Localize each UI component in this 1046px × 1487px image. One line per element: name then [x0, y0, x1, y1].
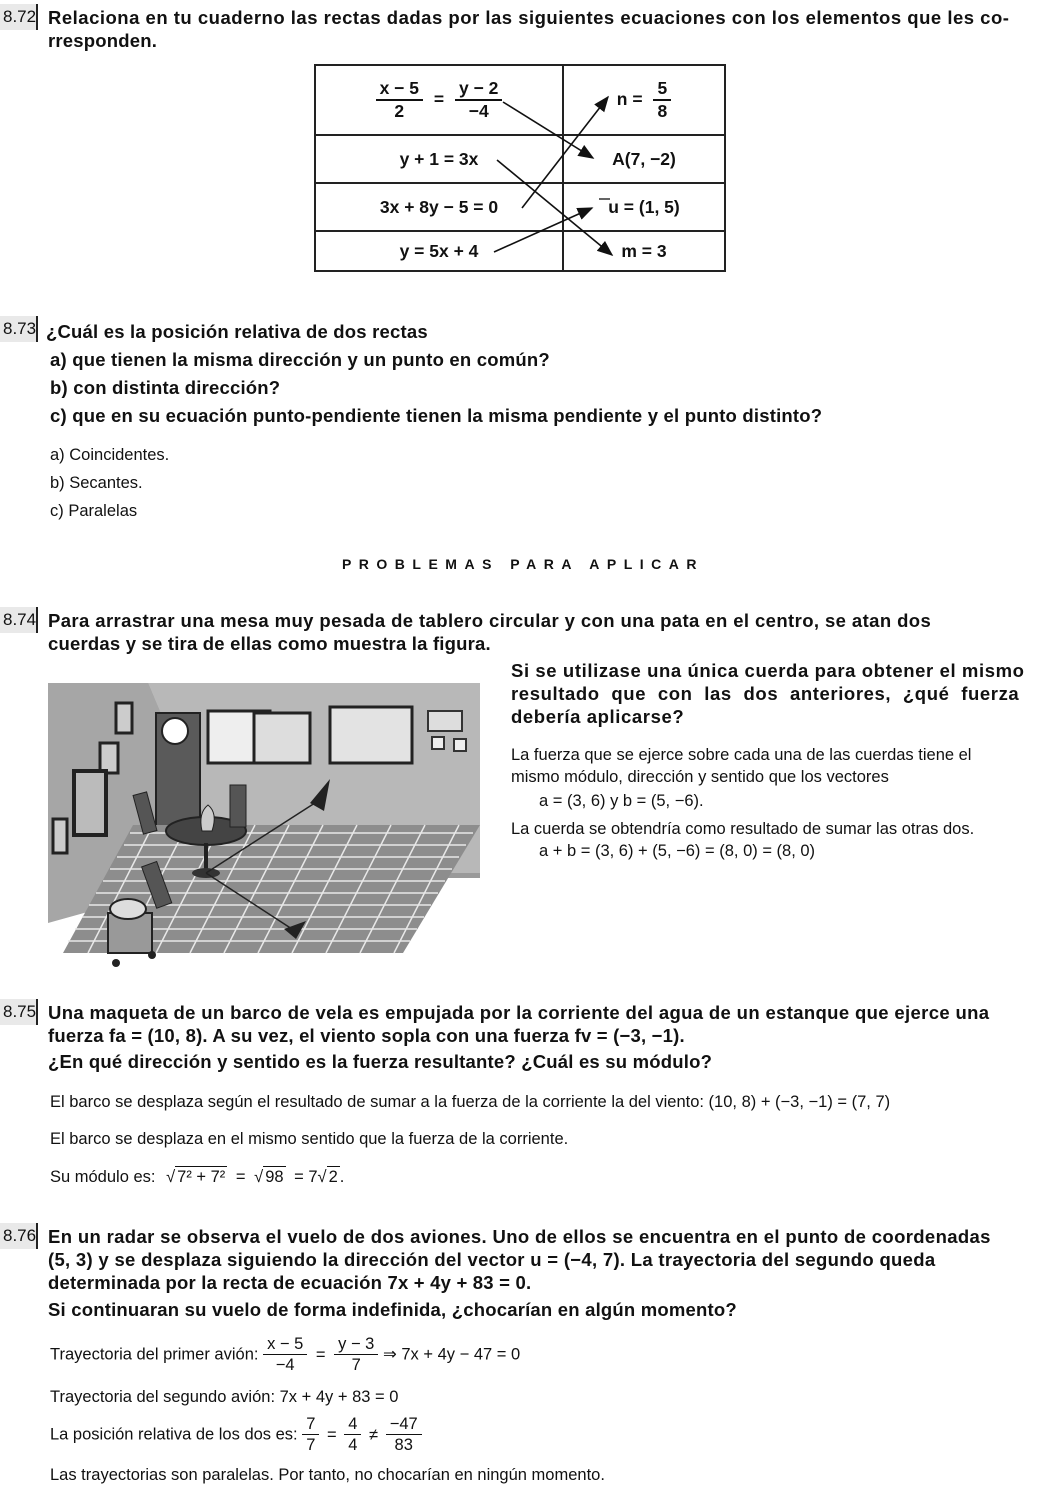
equation-explicit: y = 5x + 4	[315, 231, 563, 271]
answer-text: La fuerza que se ejerce sobre cada una de las cuerdas tiene el mismo módulo, dirección y sentido que los vectores a = (3, 6) y b = (5, −6). La cuerda se obtendría como resultado de sumar las otras dos. a + b = (3, 6) + (5, −6) = (8, 0) = (8, 0)	[511, 746, 975, 860]
exercise-number: 8.74	[0, 607, 38, 633]
solution-line: El barco se desplaza en el mismo sentido que la fuerza de la corriente.	[50, 1130, 569, 1148]
room-illustration	[48, 683, 480, 973]
exercise-number: 8.76	[0, 1223, 38, 1249]
element-vector: u = (1, 5)	[563, 183, 725, 231]
question-text: ¿Cuál es la posición relativa de dos rectas a) que tienen la misma dirección y un punto en común? b) con distinta dirección? c) que en su ecuación punto-pendiente tienen la misma pendiente y el punto distinto?	[46, 321, 823, 426]
equation-continuous: $\frac{x - 5}{2}$ = $\frac{y - 2}{-4}$	[315, 65, 563, 135]
element-point: A(7, −2)	[563, 135, 725, 183]
arrow-2	[497, 160, 612, 255]
solution-line: La posición relativa de los dos es: $\frac{7}{7}$ = $\frac{4}{4}$ ≠ $\frac{-47}{83}$	[50, 1414, 422, 1455]
solution-line: Trayectoria del primer avión: $\frac{x - 5}{-4}$ = $\frac{y - 3}{7}$ ⇒ 7x + 4y − 47 = 0	[50, 1335, 521, 1374]
equation-general: 3x + 8y − 5 = 0	[315, 183, 563, 231]
arrow-1	[503, 102, 593, 158]
question-text-2: Si se utilizase una única cuerda para obtener el mismo resultado que con las dos anteriores, ¿qué fuerza debería aplicarse?	[511, 660, 1025, 727]
exercise-number: 8.73	[0, 316, 38, 342]
question-text: Una maqueta de un barco de vela es empujada por la corriente del agua de un estanque que ejerce una fuerza fa = (10, 8). A su vez, el viento sopla con una fuerza fv = (−3, −1). ¿En qué dirección y sentido es la fuerza resultante? ¿Cuál es su módulo?	[48, 1002, 990, 1072]
matching-arrows	[0, 0, 1046, 300]
exercise-number: 8.72	[0, 4, 38, 30]
section-title: PROBLEMAS PARA APLICAR	[341, 556, 705, 572]
question-text: Para arrastrar una mesa muy pesada de tablero circular y con una pata en el centro, se atan dos cuerdas y se tira de ellas como muestra la figura.	[48, 610, 932, 654]
arrow-4	[494, 208, 592, 252]
question-text: Relaciona en tu cuaderno las rectas dadas por las siguientes ecuaciones con los elementos que les co- rresponden.	[48, 7, 1010, 51]
solution-line: Su módulo es: √ 7² + 7² = √ 98 = 7√ 2 .	[50, 1168, 345, 1186]
solution-line: El barco se desplaza según el resultado de sumar a la fuerza de la corriente la del viento: (10, 8) + (−3, −1) = (7, 7)	[50, 1093, 891, 1111]
answer-text: a) Coincidentes. b) Secantes. c) Paralelas	[50, 446, 170, 520]
arrow-3	[522, 97, 608, 208]
exercise-number: 8.75	[0, 999, 38, 1025]
element-slope: m = 3	[563, 231, 725, 271]
equation-slope: y + 1 = 3x	[315, 135, 563, 183]
solution-line: Las trayectorias son paralelas. Por tanto, no chocarían en ningún momento.	[50, 1466, 605, 1484]
element-intercept: n = $\frac{5}{8}$	[563, 65, 725, 135]
question-text: En un radar se observa el vuelo de dos aviones. Uno de ellos se encuentra en el punto de coordenadas (5, 3) y se desplaza siguiendo la dirección del vector u = (−4, 7). La trayectoria del segundo queda determinada por la recta de ecuación 7x + 4y + 83 = 0. Si continuaran su vuelo de forma indefinida, ¿chocarían en algún momento?	[48, 1226, 991, 1320]
solution-line: Trayectoria del segundo avión: 7x + 4y + 83 = 0	[50, 1388, 399, 1406]
